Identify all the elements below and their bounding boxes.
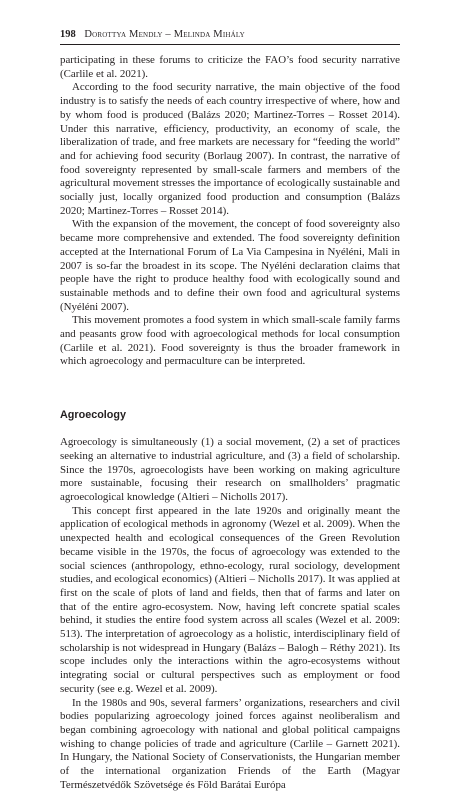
paragraph: Agroecology is simultaneously (1) a social movement, (2) a set of practices seeking an alternative to industrial agriculture, and (3) a field of scholarship. Since the 1970s, agroecologists have been working on making agriculture more sustainable, focusing their research on smallholders’ pragmatic agroecological knowledge (Altieri – Nicholls 2017). (60, 436, 400, 503)
paragraph: In the 1980s and 90s, several farmers’ organizations, researchers and civil bodies popularizing agroecology joined forces against neoliberalism and began combining agroecology with national and global political campaigns wishing to change policies of trade and agriculture (Carlile – Garnett 2021). In Hungary, the National Society of Conservationists, the Hungarian member of the international organization Friends of the Earth (Magyar Természetvédők Szövetsége és Föld Barátai Európa (60, 696, 400, 791)
body-text (60, 54, 400, 792)
running-header-authors: Dorottya Mendly – Melinda Mihály (84, 29, 245, 40)
paragraph: This concept first appeared in the late 1920s and originally meant the application of ecological methods in agronomy (Wezel et al. 2009). When the unexpected health and ecological consequences of the Green Revolution became visible in the 1970s, the focus of agroecology was extended to the social sciences (anthropology, ethno-ecology, rural sociology, development studies, and ecological economics) (Altieri – Nicholls 2017). It was applied at first on the scale of plots of land and fields, then that of farms and later on that of the entire agro-ecosystem. Now, having left concrete spatial scales behind, it studies the entire food system across all scales (Wezel et al. 2009: 513). The interpretation of agroecology as a holistic, interdisciplinary field of scholarship is not widespread in Hungary (Balázs – Balogh – Réthy 2021). Its scope includes only the interactions within the agro-ecosystems without integrating social or cultural perspectives such as employment or food security (see e.g. Wezel et al. 2009). (60, 504, 400, 695)
paragraph: According to the food security narrative, the main objective of the food industry is to satisfy the needs of each country irrespective of where, how and by whom food is produced (Balázs 2020; Martinez-Torres – Rosset 2014). Under this narrative, efficiency, productivity, an economy of scale, the liberalization of trade, and free markets are necessary for “feeding the world” and for achieving food security (Borlaug 2007). In contrast, the narrative of food sovereignty represented by small-scale farmers and members of the agricultural movement stresses the importance of ecologically sustainable and socially just, locally organized food production and consumption (Balázs 2020; Martinez-Torres – Rosset 2014). (60, 81, 400, 217)
paragraph: participating in these forums to criticize the FAO’s food security narrative (Carlile et al. 2021). (60, 54, 400, 80)
section-heading: Agroecology (60, 409, 126, 422)
running-header (60, 28, 400, 42)
page-number: 198 (60, 29, 76, 40)
paragraph: This movement promotes a food system in which small-scale family farms and peasants grow food with agroecological methods for local consumption (Carlile et al. 2021). Food sovereignty is thus the broader framework in which agroecology and permaculture can be interpreted. (60, 314, 400, 368)
paragraph: With the expansion of the movement, the concept of food sovereignty also became more comprehensive and extended. The food sovereignty definition accepted at the International Forum of La Via Campesina in Nyéléni, Mali in 2007 is so-far the broadest in its scope. The Nyéléni declaration claims that people have the right to produce healthy food with ecologically sound and sustainable methods and to define their own food and agricultural systems (Nyéléni 2007). (60, 218, 400, 313)
header-divider (60, 44, 400, 45)
